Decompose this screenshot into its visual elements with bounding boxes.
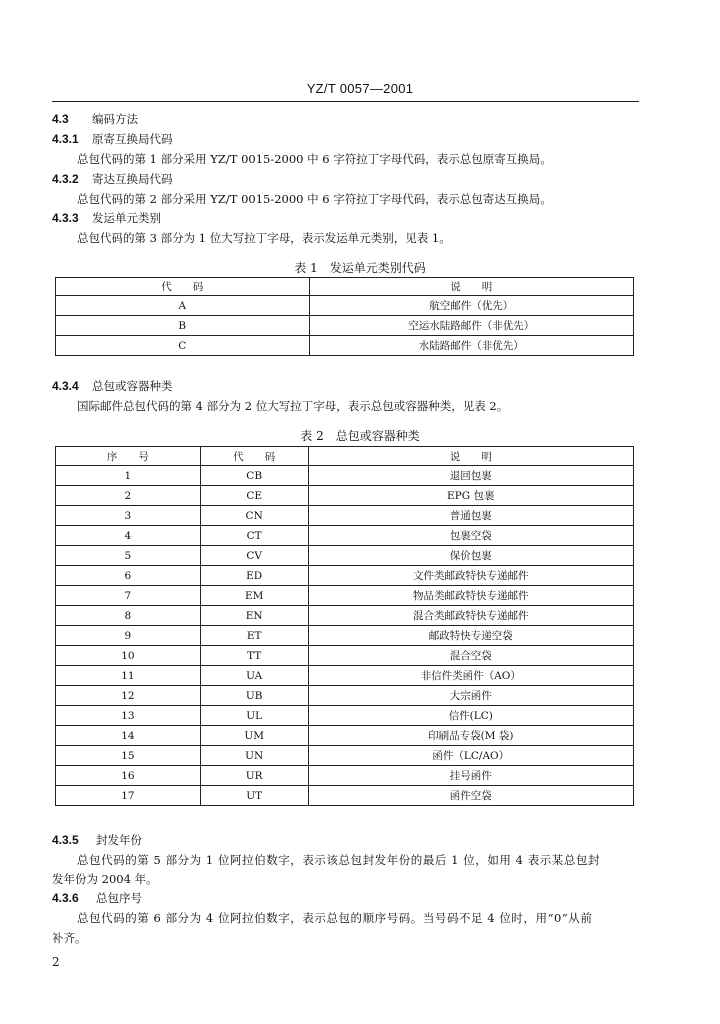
table-cell: 4 [56, 526, 201, 546]
table-row [56, 646, 634, 666]
table-cell: TT [200, 646, 308, 666]
section-number: 4.3.2 [52, 172, 79, 186]
table1 [55, 277, 634, 356]
section-number: 4.3.4 [52, 379, 79, 393]
table-row [56, 586, 634, 606]
section-number: 4.3.6 [52, 891, 79, 905]
table-cell: 7 [56, 586, 201, 606]
table-cell: 保价包裹 [308, 546, 633, 566]
table-cell: ED [200, 566, 308, 586]
table2-header-cell: 说 明 [308, 447, 633, 466]
table-cell: CB [200, 466, 308, 486]
table-row [56, 606, 634, 626]
table1-caption: 表 1 发运单元类别代码 [294, 261, 426, 275]
table-cell: 11 [56, 666, 201, 686]
table-cell: UR [200, 766, 308, 786]
table-cell: EPG 包裹 [308, 486, 633, 506]
section-number: 4.3.1 [52, 132, 79, 146]
table-cell: 水陆路邮件（非优先） [309, 336, 633, 356]
table-cell: 混合空袋 [308, 646, 633, 666]
table-cell: 函件空袋 [308, 786, 633, 806]
table2-header-cell: 代 码 [200, 447, 308, 466]
section-number: 4.3.3 [52, 211, 79, 225]
table-cell: UL [200, 706, 308, 726]
table-cell: 印刷品专袋(M 袋) [308, 726, 633, 746]
table-row [56, 526, 634, 546]
table-cell: 5 [56, 546, 201, 566]
section-4-3 [52, 111, 138, 127]
section-title: 编码方法 [92, 112, 138, 126]
section-number: 4.3 [52, 112, 69, 126]
table-row [56, 506, 634, 526]
table-cell: 航空邮件（优先） [309, 296, 633, 316]
table-row [56, 766, 634, 786]
table-cell: 9 [56, 626, 201, 646]
table-row [56, 486, 634, 506]
table-cell: 13 [56, 706, 201, 726]
table-cell: 物品类邮政特快专递邮件 [308, 586, 633, 606]
table-cell: UB [200, 686, 308, 706]
table-row [56, 316, 634, 336]
table-cell: UA [200, 666, 308, 686]
table-cell: EM [200, 586, 308, 606]
section-body-continued: 补齐。 [52, 931, 87, 945]
table-row [56, 786, 634, 806]
table-cell: 15 [56, 746, 201, 766]
section-4-3-1 [52, 131, 173, 147]
section-title: 发运单元类别 [92, 211, 161, 225]
table-row [56, 466, 634, 486]
section-title: 封发年份 [96, 833, 142, 847]
table-row [56, 706, 634, 726]
table-cell: CN [200, 506, 308, 526]
table-row [56, 746, 634, 766]
section-4-3-5 [52, 832, 142, 848]
table-row [56, 336, 634, 356]
table-cell: 空运水陆路邮件（非优先） [309, 316, 633, 336]
section-title: 总包序号 [96, 891, 142, 905]
table-cell: 包裹空袋 [308, 526, 633, 546]
section-title: 寄达互换局代码 [92, 172, 173, 186]
table-cell: 挂号函件 [308, 766, 633, 786]
table2-caption: 表 2 总包或容器种类 [300, 429, 420, 443]
section-title: 原寄互换局代码 [92, 132, 173, 146]
table-cell: CE [200, 486, 308, 506]
table-cell: 邮政特快专递空袋 [308, 626, 633, 646]
table-cell: 退回包裹 [308, 466, 633, 486]
section-body: 总包代码的第 6 部分为 4 位阿拉伯数字，表示总包的顺序号码。当号码不足 4 位时，用“0”从前 [77, 911, 593, 925]
table-cell: 1 [56, 466, 201, 486]
standard-code-header: YZ/T 0057—2001 [306, 81, 414, 96]
table-row [56, 566, 634, 586]
table-cell: B [56, 316, 310, 336]
table-cell: 大宗函件 [308, 686, 633, 706]
table2 [55, 446, 634, 806]
section-number: 4.3.5 [52, 833, 79, 847]
table-cell: 14 [56, 726, 201, 746]
section-body: 总包代码的第 1 部分采用 YZ/T 0015-2000 中 6 字符拉丁字母代码，表示总包原寄互换局。 [77, 152, 552, 166]
table-cell: ET [200, 626, 308, 646]
section-4-3-2 [52, 171, 173, 187]
section-body: 总包代码的第 5 部分为 1 位阿拉伯数字，表示该总包封发年份的最后 1 位，如用 4 表示某总包封 [77, 853, 601, 867]
table-cell: A [56, 296, 310, 316]
table-row [56, 546, 634, 566]
table1-header-row [56, 278, 634, 296]
table1-header-cell: 代 码 [56, 278, 310, 296]
table-cell: 混合类邮政特快专递邮件 [308, 606, 633, 626]
table-cell: 3 [56, 506, 201, 526]
table-cell: UN [200, 746, 308, 766]
section-4-3-3 [52, 210, 161, 226]
section-title: 总包或容器种类 [92, 379, 173, 393]
table-cell: 12 [56, 686, 201, 706]
table-cell: C [56, 336, 310, 356]
table-cell: UT [200, 786, 308, 806]
section-body-continued: 发年份为 2004 年。 [52, 872, 158, 886]
table-cell: CT [200, 526, 308, 546]
section-body: 总包代码的第 3 部分为 1 位大写拉丁字母，表示发运单元类别，见表 1。 [77, 231, 451, 245]
table-row [56, 686, 634, 706]
table-row [56, 666, 634, 686]
section-4-3-4 [52, 378, 173, 394]
table-cell: 6 [56, 566, 201, 586]
table-row [56, 726, 634, 746]
section-body: 国际邮件总包代码的第 4 部分为 2 位大写拉丁字母，表示总包或容器种类，见表 2。 [77, 399, 509, 413]
table-cell: 2 [56, 486, 201, 506]
table-row [56, 296, 634, 316]
section-body: 总包代码的第 2 部分采用 YZ/T 0015-2000 中 6 字符拉丁字母代码，表示总包寄达互换局。 [77, 192, 552, 206]
table-cell: 17 [56, 786, 201, 806]
section-4-3-6 [52, 890, 142, 906]
table-cell: 函件（LC/AO） [308, 746, 633, 766]
table2-header-cell: 序 号 [56, 447, 201, 466]
table-cell: UM [200, 726, 308, 746]
table-cell: 信件(LC) [308, 706, 633, 726]
table-cell: CV [200, 546, 308, 566]
table1-header-cell: 说 明 [309, 278, 633, 296]
table2-header-row [56, 447, 634, 466]
table-cell: 非信件类函件（AO） [308, 666, 633, 686]
table-row [56, 626, 634, 646]
header-rule [52, 101, 639, 102]
table-cell: EN [200, 606, 308, 626]
table-cell: 文件类邮政特快专递邮件 [308, 566, 633, 586]
page-number: 2 [52, 955, 60, 969]
table-cell: 普通包裹 [308, 506, 633, 526]
table-cell: 8 [56, 606, 201, 626]
table-cell: 16 [56, 766, 201, 786]
table-cell: 10 [56, 646, 201, 666]
